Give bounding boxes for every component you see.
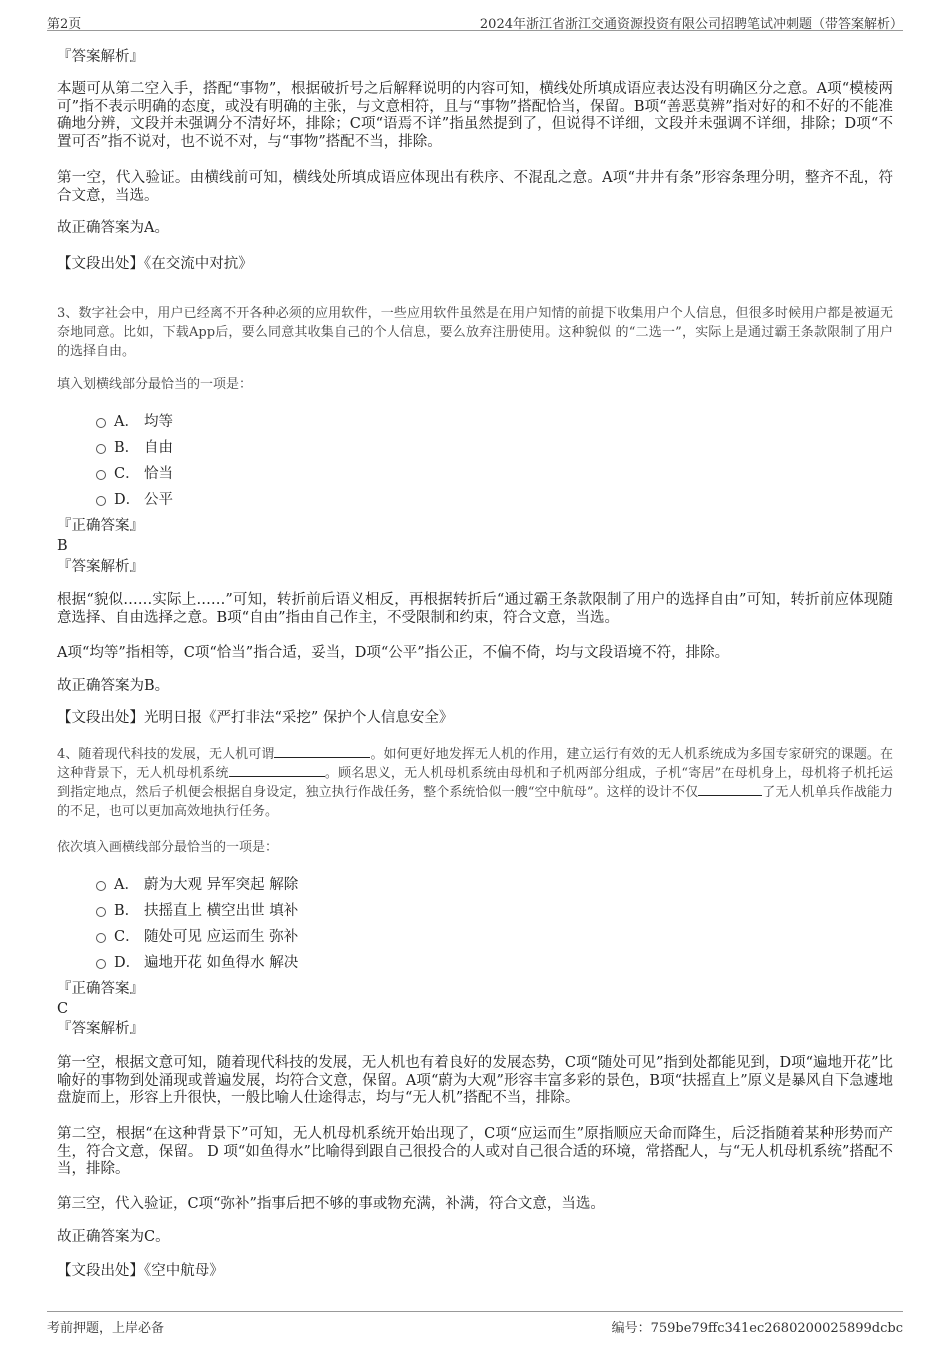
q3-option-a[interactable] xyxy=(96,413,173,431)
q4-blank-1 xyxy=(274,745,370,758)
q2-analysis-paragraph-1: 本题可从第二空入手，搭配“事物”，根据破折号之后解释说明的内容可知，横线处所填成语应表达没有明确区分之意。A项“模棱两可”指不表示明确的态度，或没有明确的主张，与文意相符，且与“事物”搭配恰当，保留。B项“善恶莫辨”指对好的和不好的不能准确地分辨，文段并未强调分不清好坏，排除；C项“语焉不详”指虽然提到了，但说得不详细，文段并未强调不详细，排除；D项“不置可否”指不说对，也不说不对，与“事物”搭配不当，排除。 xyxy=(57,81,893,150)
radio-icon[interactable] xyxy=(96,933,106,943)
q4-analysis-paragraph-1: 第一空，根据文意可知，随着现代科技的发展，无人机也有着良好的发展态势，C项“随处可见”指到处都能见到，D项“遍地开花”比喻好的事物到处涌现或普遍发展，均符合文意，保留。A项“蔚为大观”形容丰富多彩的景色，B项“扶摇直上”原义是暴风自下急遽地盘旋而上，形容上升很快，一般比喻人仕途得志，均与“无人机”搭配不当，排除。 xyxy=(57,1055,893,1106)
q3-option-d[interactable] xyxy=(96,491,173,509)
q4-prompt: 依次填入画横线部分最恰当的一项是： xyxy=(57,840,279,855)
option-text: 遍地开花 如鱼得水 解决 xyxy=(144,955,299,971)
q4-option-c[interactable] xyxy=(96,928,298,946)
q3-analysis-paragraph-2: A项“均等”指相等，C项“恰当”指合适，妥当，D项“公平”指公正，不偏不倚，均与文段语境不符，排除。 xyxy=(57,645,730,661)
q4-correct-answer: C xyxy=(57,1001,69,1017)
radio-icon[interactable] xyxy=(96,907,106,917)
document-code: 编号：759be79ffc341ec2680200025899dcbc xyxy=(611,1321,903,1336)
q3-source: 【文段出处】光明日报《严打非法“采挖” 保护个人信息安全》 xyxy=(57,710,454,726)
page-number: 第2页 xyxy=(47,17,82,32)
option-letter: A． xyxy=(114,414,139,430)
q4-analysis-conclusion: 故正确答案为C。 xyxy=(57,1229,170,1245)
option-letter: B． xyxy=(114,440,140,456)
radio-icon[interactable] xyxy=(96,881,106,891)
q4-stem xyxy=(57,745,893,821)
q3-correct-answer: B xyxy=(57,538,68,554)
q3-correct-label: 『正确答案』 xyxy=(57,518,144,534)
q4-blank-3 xyxy=(698,783,762,796)
radio-icon[interactable] xyxy=(96,444,106,454)
page-header xyxy=(47,8,903,31)
radio-icon[interactable] xyxy=(96,470,106,480)
q4-analysis-paragraph-2: 第二空，根据“在这种背景下”可知，无人机母机系统开始出现了，C项“应运而生”原指顺应天命而降生，后泛指随着某种形势而产生，符合文意，保留。 D 项“如鱼得水”比喻得到跟自己很投合的人或对自己很合适的环境，常搭配人，与“无人机母机系统”搭配不当，排除。 xyxy=(57,1126,893,1177)
q3-analysis-label: 『答案解析』 xyxy=(57,559,144,575)
q4-option-b[interactable] xyxy=(96,902,298,920)
radio-icon[interactable] xyxy=(96,496,106,506)
document-title: 2024年浙江省浙江交通资源投资有限公司招聘笔试冲刺题（带答案解析） xyxy=(479,17,903,32)
option-letter: C． xyxy=(114,466,140,482)
option-letter: D． xyxy=(114,955,141,971)
q3-analysis-conclusion: 故正确答案为B。 xyxy=(57,678,170,694)
option-letter: C． xyxy=(114,929,140,945)
footer-note: 考前押题，上岸必备 xyxy=(47,1321,165,1336)
q4-blank-2 xyxy=(229,764,325,777)
option-text: 自由 xyxy=(144,440,173,456)
q3-analysis-paragraph-1: 根据“貌似……实际上……”可知，转折前后语义相反，再根据转折后“通过霸王条款限制了用户的选择自由”可知，转折前应体现随意选择、自由选择之意。B项“自由”指由自己作主，不受限制和约束，符合文意，当选。 xyxy=(57,592,893,626)
q2-analysis-label: 『答案解析』 xyxy=(57,49,144,65)
page-footer xyxy=(47,1311,903,1336)
option-text: 扶摇直上 横空出世 填补 xyxy=(144,903,299,919)
q4-stem-part-4: 了无人机单兵作战能力的不足，也可以更加高效地执行任务。 xyxy=(57,785,893,819)
q4-stem-part-3: 。顾名思义，无人机母机系统由母机和子机两部分组成，子机“寄居”在母机身上，母机将子机托运到指定地点，然后子机便会根据自身设定，独立执行作战任务，整个系统恰似一艘“空中航母”。这样的设计不仅 xyxy=(57,766,893,800)
q4-stem-part-1: 4、随着现代科技的发展，无人机可谓 xyxy=(57,747,275,762)
option-text: 恰当 xyxy=(144,466,173,482)
option-letter: D． xyxy=(114,492,141,508)
q4-option-d[interactable] xyxy=(96,954,298,972)
option-text: 均等 xyxy=(144,414,173,430)
radio-icon[interactable] xyxy=(96,418,106,428)
option-letter: A． xyxy=(114,877,139,893)
option-text: 随处可见 应运而生 弥补 xyxy=(144,929,299,945)
q3-stem: 3、数字社会中，用户已经离不开各种必须的应用软件，一些应用软件虽然是在用户知情的前提下收集用户个人信息，但很多时候用户都是被逼无奈地同意。比如，下载App后，要么同意其收集自己的个人信息，要么放弃注册使用。这种貌似 的“二选一”，实际上是通过霸王条款限制了用户的选择自由。 xyxy=(57,306,893,359)
q4-stem-part-2: 。如何更好地发挥无人机的作用，建立运行有效的无人机系统成为多国专家研究的课题。在这种背景下，无人机母机系统 xyxy=(57,747,893,781)
q4-source: 【文段出处】《空中航母》 xyxy=(57,1263,224,1279)
q4-analysis-paragraph-3: 第三空，代入验证，C项“弥补”指事后把不够的事或物充满，补满，符合文意，当选。 xyxy=(57,1196,605,1212)
option-text: 蔚为大观 异军突起 解除 xyxy=(144,877,299,893)
q4-option-a[interactable] xyxy=(96,876,298,894)
q3-prompt: 填入划横线部分最恰当的一项是： xyxy=(57,377,253,392)
q4-correct-label: 『正确答案』 xyxy=(57,981,144,997)
q3-option-c[interactable] xyxy=(96,465,173,483)
option-text: 公平 xyxy=(144,492,173,508)
q4-analysis-label: 『答案解析』 xyxy=(57,1021,144,1037)
q3-option-b[interactable] xyxy=(96,439,173,457)
q2-analysis-conclusion: 故正确答案为A。 xyxy=(57,220,169,236)
q2-source: 【文段出处】《在交流中对抗》 xyxy=(57,256,253,272)
option-letter: B． xyxy=(114,903,140,919)
radio-icon[interactable] xyxy=(96,959,106,969)
q2-analysis-paragraph-2: 第一空，代入验证。由横线前可知，横线处所填成语应体现出有秩序、不混乱之意。A项“井井有条”形容条理分明，整齐不乱，符合文意，当选。 xyxy=(57,170,893,204)
